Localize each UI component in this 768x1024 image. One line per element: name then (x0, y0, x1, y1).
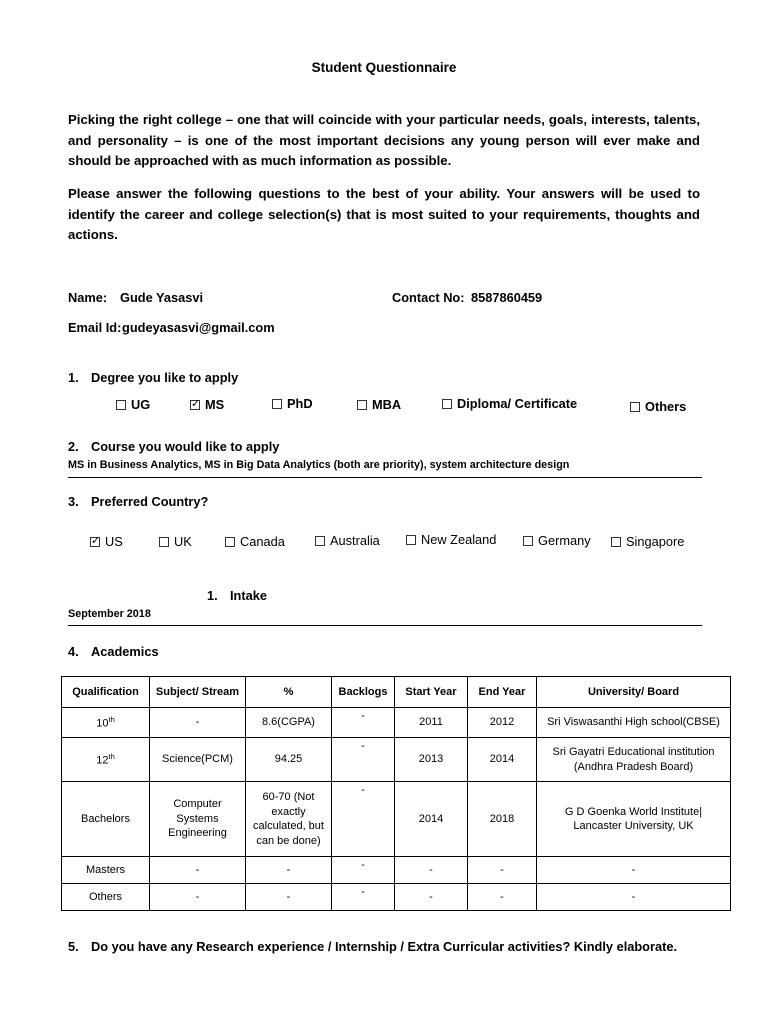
percent-cell[interactable]: - (246, 884, 332, 911)
checkbox-icon[interactable] (116, 400, 126, 410)
backlogs-cell[interactable]: - (332, 857, 395, 884)
email-value: gudeyasasvi@gmail.com (122, 320, 275, 335)
contact-value: 8587860459 (471, 290, 543, 305)
country-option-label: US (105, 534, 123, 549)
checkbox-icon[interactable] (357, 400, 367, 410)
q3-number: 3. (68, 494, 79, 509)
subject-cell[interactable]: Computer Systems Engineering (150, 782, 246, 857)
end-year-cell[interactable]: 2012 (468, 708, 537, 738)
start-year-cell[interactable]: - (395, 884, 468, 911)
q1-label: Degree you like to apply (91, 370, 239, 385)
q2-number: 2. (68, 439, 79, 454)
backlogs-cell[interactable]: - (332, 884, 395, 911)
checkbox-icon[interactable] (442, 399, 452, 409)
q1-number: 1. (68, 370, 79, 385)
name-label: Name: (68, 290, 108, 305)
intake-label: Intake (230, 588, 267, 603)
country-option-label: UK (174, 534, 192, 549)
university-cell[interactable]: Sri Gayatri Educational institution (Andhra Pradesh Board) (537, 738, 731, 782)
checkbox-icon[interactable] (159, 537, 169, 547)
page-title: Student Questionnaire (311, 60, 457, 75)
degree-option-ms[interactable] (190, 397, 224, 412)
intake-number: 1. (207, 588, 218, 603)
degree-option-label: UG (131, 397, 151, 412)
table-row (62, 884, 731, 911)
subject-cell[interactable]: - (150, 708, 246, 738)
country-option-new-zealand[interactable] (406, 532, 496, 547)
intro-paragraph-1: Picking the right college – one that will coincide with your particular needs, goals, interests, talents, and personality – is one of the most important decisions any young person will ever make and should be approached with as much information as possible. (68, 112, 700, 169)
university-cell[interactable]: Sri Viswasanthi High school(CBSE) (537, 708, 731, 738)
degree-option-ug[interactable] (116, 397, 150, 412)
degree-option-label: MBA (372, 397, 402, 412)
q5-label: Do you have any Research experience / Internship / Extra Curricular activities? Kindly elaborate. (91, 939, 678, 954)
degree-option-phd[interactable] (272, 396, 313, 411)
qualification-cell: Masters (62, 857, 150, 884)
percent-cell[interactable]: 94.25 (246, 738, 332, 782)
degree-option-label: Others (645, 399, 687, 414)
country-option-label: Australia (330, 533, 380, 548)
start-year-cell[interactable]: 2011 (395, 708, 468, 738)
email-label: Email Id: (68, 320, 122, 335)
contact-label: Contact No: (392, 290, 465, 305)
checkbox-icon[interactable] (315, 536, 325, 546)
country-option-label: New Zealand (421, 532, 497, 547)
end-year-cell[interactable]: 2014 (468, 738, 537, 782)
qualification-cell: 12th (62, 738, 150, 782)
university-cell[interactable]: - (537, 857, 731, 884)
backlogs-cell[interactable]: - (332, 738, 395, 782)
checkbox-icon[interactable] (225, 537, 235, 547)
column-header: End Year (468, 677, 537, 708)
end-year-cell[interactable]: - (468, 884, 537, 911)
degree-option-diploma[interactable] (442, 396, 577, 411)
q3-label: Preferred Country? (91, 494, 209, 509)
country-option-singapore[interactable] (611, 534, 684, 549)
backlogs-cell[interactable]: - (332, 708, 395, 738)
table-row (62, 857, 731, 884)
degree-option-label: MS (205, 397, 225, 412)
q5-number: 5. (68, 939, 79, 954)
start-year-cell[interactable]: 2014 (395, 782, 468, 857)
qualification-cell: Others (62, 884, 150, 911)
checkbox-icon[interactable] (630, 402, 640, 412)
q4-label: Academics (91, 644, 159, 659)
end-year-cell[interactable]: 2018 (468, 782, 537, 857)
column-header: Qualification (62, 677, 150, 708)
divider (68, 477, 702, 478)
intake-answer[interactable]: September 2018 (68, 608, 151, 620)
column-header: Subject/ Stream (150, 677, 246, 708)
column-header: Backlogs (332, 677, 395, 708)
checkbox-checked-icon[interactable] (190, 397, 201, 410)
table-row (62, 708, 731, 738)
country-option-us[interactable] (90, 534, 123, 549)
country-option-germany[interactable] (523, 533, 591, 548)
table-row (62, 738, 731, 782)
country-option-uk[interactable] (159, 534, 192, 549)
checkmark-icon: ✓ (91, 534, 101, 547)
checkbox-checked-icon[interactable] (90, 534, 101, 547)
start-year-cell[interactable]: - (395, 857, 468, 884)
percent-cell[interactable]: - (246, 857, 332, 884)
end-year-cell[interactable]: - (468, 857, 537, 884)
country-option-label: Germany (538, 533, 591, 548)
qualification-cell: Bachelors (62, 782, 150, 857)
degree-option-others[interactable] (630, 399, 686, 414)
checkbox-icon[interactable] (406, 535, 416, 545)
degree-option-mba[interactable] (357, 397, 401, 412)
q2-label: Course you would like to apply (91, 439, 280, 454)
checkbox-icon[interactable] (272, 399, 282, 409)
table-header-row (62, 677, 731, 708)
country-option-label: Canada (240, 534, 285, 549)
percent-cell[interactable]: 8.6(CGPA) (246, 708, 332, 738)
subject-cell[interactable]: Science(PCM) (150, 738, 246, 782)
country-option-australia[interactable] (315, 533, 380, 548)
checkmark-icon: ✓ (191, 397, 201, 410)
backlogs-cell[interactable]: - (332, 782, 395, 857)
table-row (62, 782, 731, 857)
degree-option-label: PhD (287, 396, 313, 411)
qualification-cell: 10th (62, 708, 150, 738)
checkbox-icon[interactable] (523, 536, 533, 546)
country-option-canada[interactable] (225, 534, 285, 549)
country-option-label: Singapore (626, 534, 685, 549)
academics-table (61, 676, 731, 911)
column-header: University/ Board (537, 677, 731, 708)
checkbox-icon[interactable] (611, 537, 621, 547)
name-value: Gude Yasasvi (120, 290, 203, 305)
intro-paragraph-2: Please answer the following questions to the best of your ability. Your answers will be used to identify the career and college selection(s) that is most suited to your requirements, thoughts and actions. (68, 186, 700, 243)
subject-cell[interactable]: - (150, 884, 246, 911)
divider (68, 625, 702, 626)
column-header: % (246, 677, 332, 708)
university-cell[interactable]: G D Goenka World Institute| Lancaster University, UK (537, 782, 731, 857)
degree-option-label: Diploma/ Certificate (457, 396, 578, 411)
percent-cell[interactable]: 60-70 (Not exactly calculated, but can be done) (246, 782, 332, 857)
subject-cell[interactable]: - (150, 857, 246, 884)
column-header: Start Year (395, 677, 468, 708)
start-year-cell[interactable]: 2013 (395, 738, 468, 782)
q2-answer[interactable]: MS in Business Analytics, MS in Big Data Analytics (both are priority), system architecture design (68, 459, 570, 471)
q4-number: 4. (68, 644, 79, 659)
university-cell[interactable]: - (537, 884, 731, 911)
